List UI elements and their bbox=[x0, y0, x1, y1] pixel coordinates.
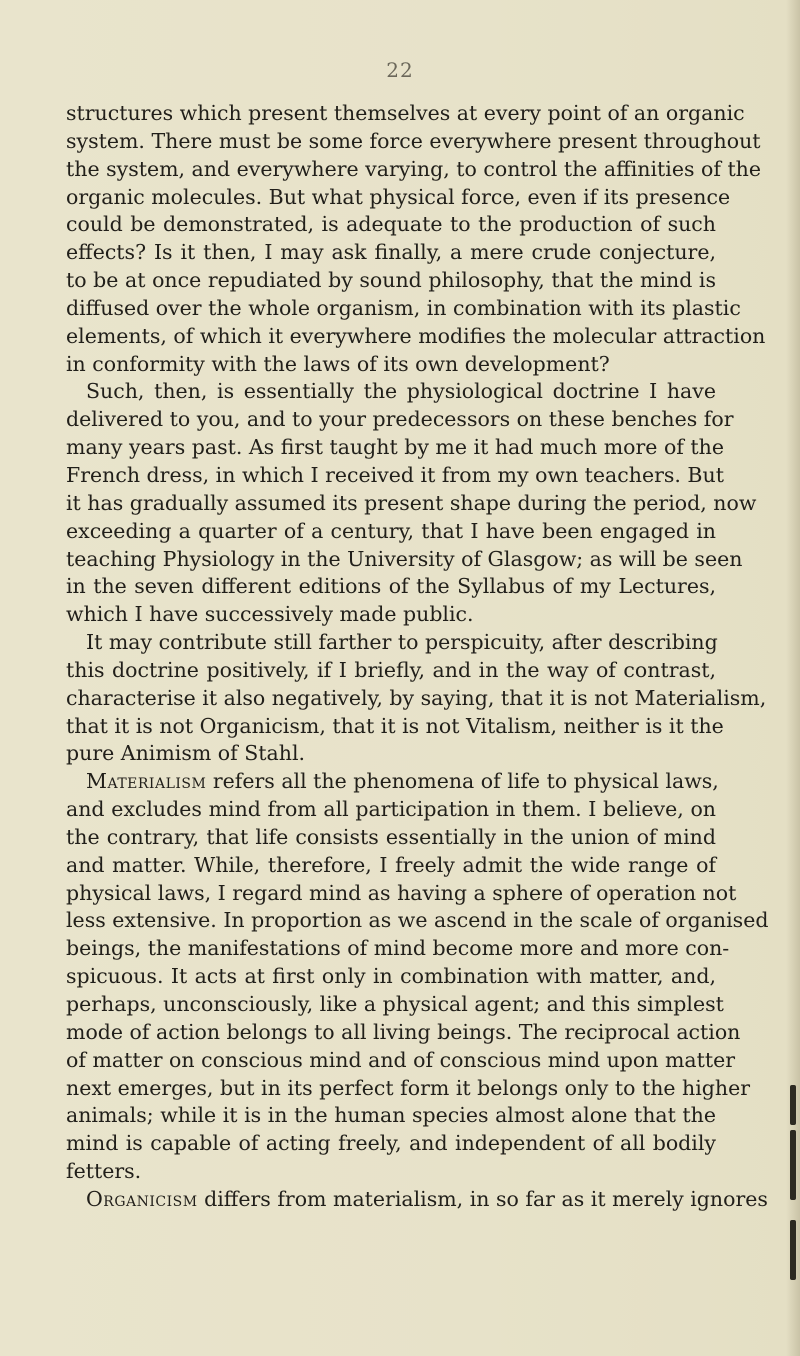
text-line: mind is capable of acting freely, and independent of all bodily bbox=[66, 1131, 716, 1156]
text-line: organic molecules. But what physical force, even if its presence bbox=[66, 184, 731, 209]
text-line: less extensive. In proportion as we ascend in the scale of organised bbox=[66, 908, 769, 933]
text-line-rest: refers all the phenomena of life to physical laws, bbox=[206, 769, 719, 794]
text-line: in the seven different editions of the Syllabus of my Lectures, bbox=[66, 574, 716, 599]
paragraph bbox=[66, 100, 766, 378]
text-line: many years past. As first taught by me it had much more of the bbox=[66, 435, 724, 460]
text-line bbox=[66, 768, 719, 796]
text-line: it has gradually assumed its present shape during the period, now bbox=[66, 490, 757, 515]
page-edge-mark bbox=[790, 1220, 796, 1280]
text-line: and matter. While, therefore, I freely admit the wide range of bbox=[66, 852, 716, 877]
page-edge-mark bbox=[790, 1085, 796, 1125]
text-line: mode of action belongs to all living beings. The reciprocal action bbox=[66, 1019, 741, 1044]
text-line: exceeding a quarter of a century, that I have been engaged in bbox=[66, 518, 716, 543]
term-organicism: Organicism bbox=[86, 1186, 198, 1211]
text-line: and excludes mind from all participation in them. I believe, on bbox=[66, 797, 716, 822]
page-edge-mark bbox=[790, 1130, 796, 1200]
text-line: the system, and everywhere varying, to control the affinities of the bbox=[66, 156, 762, 181]
text-line: effects? Is it then, I may ask finally, a mere crude conjecture, bbox=[66, 240, 716, 265]
text-line: spicuous. It acts at first only in combination with matter, and, bbox=[66, 964, 716, 989]
body-text bbox=[66, 100, 769, 1214]
text-line: system. There must be some force everywhere present throughout bbox=[66, 128, 761, 153]
text-line: pure Animism of Stahl. bbox=[66, 741, 306, 766]
paragraph bbox=[66, 629, 767, 768]
text-line bbox=[66, 1186, 768, 1214]
text-line: It may contribute still farther to perspicuity, after describing bbox=[86, 630, 718, 655]
text-line: which I have successively made public. bbox=[66, 602, 474, 627]
text-line: structures which present themselves at every point of an organic bbox=[66, 101, 745, 125]
text-line: this doctrine positively, if I briefly, and in the way of contrast, bbox=[66, 657, 716, 682]
text-line: characterise it also negatively, by saying, that it is not Materialism, bbox=[66, 685, 767, 710]
text-line: the contrary, that life consists essentially in the union of mind bbox=[66, 824, 716, 849]
text-line: to be at once repudiated by sound philosophy, that the mind is bbox=[66, 268, 716, 293]
text-line: teaching Physiology in the University of Glasgow; as will be seen bbox=[66, 546, 743, 571]
text-line: next emerges, but in its perfect form it belongs only to the higher bbox=[66, 1075, 751, 1100]
text-line: of matter on conscious mind and of conscious mind upon matter bbox=[66, 1047, 736, 1072]
text-line-rest: differs from materialism, in so far as it merely ignores bbox=[197, 1186, 768, 1211]
text-line: fetters. bbox=[66, 1159, 142, 1184]
text-line: in conformity with the laws of its own development? bbox=[66, 351, 610, 376]
text-line: perhaps, unconsciously, like a physical agent; and this simplest bbox=[66, 992, 724, 1016]
text-line: Such, then, is essentially the physiological doctrine I have bbox=[86, 379, 716, 404]
paragraph bbox=[66, 378, 757, 629]
text-line: animals; while it is in the human species almost alone that the bbox=[66, 1103, 716, 1128]
text-line: delivered to you, and to your predecessors on these benches for bbox=[66, 407, 734, 432]
text-line: physical laws, I regard mind as having a sphere of operation not bbox=[66, 880, 737, 905]
text-line: diffused over the whole organism, in combination with its plastic bbox=[66, 295, 741, 320]
term-materialism: Materialism bbox=[86, 769, 207, 794]
paragraph bbox=[66, 1186, 768, 1214]
text-line: elements, of which it everywhere modifies the molecular attraction bbox=[66, 323, 766, 348]
paragraph bbox=[66, 768, 769, 1186]
text-line: beings, the manifestations of mind become more and more con- bbox=[66, 936, 730, 961]
text-line: French dress, in which I received it from my own teachers. But bbox=[66, 462, 724, 487]
text-line: that it is not Organicism, that it is not Vitalism, neither is it the bbox=[66, 713, 724, 738]
text-line: could be demonstrated, is adequate to the production of such bbox=[66, 212, 716, 237]
page-number: 22 bbox=[386, 58, 414, 82]
